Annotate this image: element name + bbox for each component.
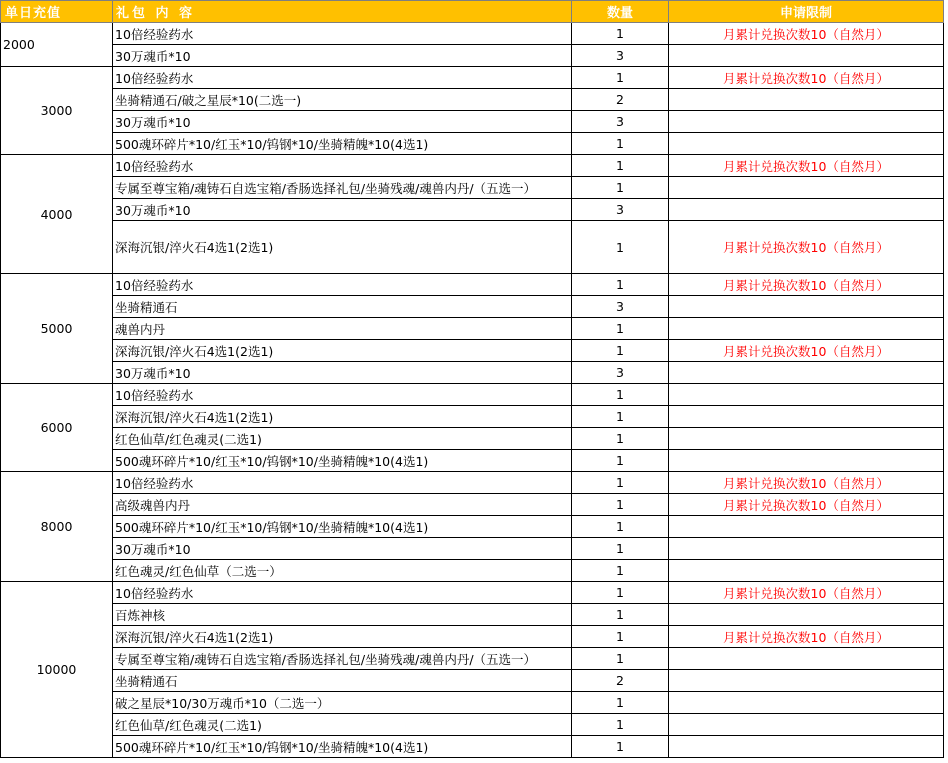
table-row xyxy=(1,133,944,155)
table-row xyxy=(1,692,944,714)
quantity-cell: 1 xyxy=(572,67,669,89)
apply-limit-cell: 月累计兑换次数10（自然月） xyxy=(669,582,944,604)
apply-limit-cell xyxy=(669,296,944,318)
table-row xyxy=(1,23,944,45)
quantity-cell: 3 xyxy=(572,45,669,67)
table-row xyxy=(1,626,944,648)
gift-item-cell: 500魂环碎片*10/红玉*10/钨钢*10/坐骑精魄*10(4选1) xyxy=(113,516,572,538)
gift-item-cell: 破之星辰*10/30万魂币*10（二选一） xyxy=(113,692,572,714)
quantity-cell: 1 xyxy=(572,384,669,406)
apply-limit-cell xyxy=(669,318,944,340)
apply-limit-cell: 月累计兑换次数10（自然月） xyxy=(669,221,944,274)
gift-item-cell: 坐骑精通石 xyxy=(113,296,572,318)
quantity-cell: 1 xyxy=(572,560,669,582)
apply-limit-cell xyxy=(669,714,944,736)
table-row xyxy=(1,111,944,133)
gift-item-cell: 坐骑精通石/破之星辰*10(二选一) xyxy=(113,89,572,111)
gift-item-cell: 500魂环碎片*10/红玉*10/钨钢*10/坐骑精魄*10(4选1) xyxy=(113,736,572,758)
quantity-cell: 1 xyxy=(572,406,669,428)
gift-item-cell: 红色魂灵/红色仙草（二选一） xyxy=(113,560,572,582)
table-row xyxy=(1,736,944,758)
table-row xyxy=(1,177,944,199)
table-row xyxy=(1,648,944,670)
quantity-cell: 1 xyxy=(572,340,669,362)
table-row xyxy=(1,221,944,274)
apply-limit-cell xyxy=(669,133,944,155)
quantity-cell: 3 xyxy=(572,111,669,133)
table-row xyxy=(1,714,944,736)
gift-item-cell: 10倍经验药水 xyxy=(113,155,572,177)
recharge-amount-cell: 10000 xyxy=(1,582,113,758)
table-row xyxy=(1,89,944,111)
table-body xyxy=(1,23,944,758)
gift-item-cell: 百炼神核 xyxy=(113,604,572,626)
quantity-cell: 3 xyxy=(572,199,669,221)
quantity-cell: 1 xyxy=(572,604,669,626)
quantity-cell: 1 xyxy=(572,472,669,494)
apply-limit-cell: 月累计兑换次数10（自然月） xyxy=(669,23,944,45)
gift-item-cell: 高级魂兽内丹 xyxy=(113,494,572,516)
header-daily-recharge: 单日充值 xyxy=(1,1,113,23)
apply-limit-cell xyxy=(669,111,944,133)
table-row xyxy=(1,296,944,318)
table-row xyxy=(1,67,944,89)
table-row xyxy=(1,45,944,67)
quantity-cell: 3 xyxy=(572,362,669,384)
quantity-cell: 1 xyxy=(572,23,669,45)
apply-limit-cell xyxy=(669,670,944,692)
gift-item-cell: 深海沉银/淬火石4选1(2选1) xyxy=(113,406,572,428)
apply-limit-cell xyxy=(669,560,944,582)
quantity-cell: 1 xyxy=(572,428,669,450)
recharge-amount-cell: 2000 xyxy=(1,23,113,67)
recharge-amount-cell: 3000 xyxy=(1,67,113,155)
table-row xyxy=(1,538,944,560)
table-row xyxy=(1,362,944,384)
quantity-cell: 1 xyxy=(572,318,669,340)
table-row xyxy=(1,560,944,582)
gift-item-cell: 10倍经验药水 xyxy=(113,582,572,604)
gift-item-cell: 30万魂币*10 xyxy=(113,45,572,67)
table-row xyxy=(1,318,944,340)
table-row xyxy=(1,199,944,221)
apply-limit-cell: 月累计兑换次数10（自然月） xyxy=(669,340,944,362)
gift-item-cell: 30万魂币*10 xyxy=(113,111,572,133)
apply-limit-cell xyxy=(669,648,944,670)
recharge-amount-cell: 4000 xyxy=(1,155,113,274)
quantity-cell: 2 xyxy=(572,670,669,692)
gift-item-cell: 专属至尊宝箱/魂铸石自选宝箱/香肠选择礼包/坐骑残魂/魂兽内丹/（五选一） xyxy=(113,177,572,199)
apply-limit-cell xyxy=(669,450,944,472)
cropped-adjacent-text xyxy=(943,0,948,763)
apply-limit-cell xyxy=(669,362,944,384)
gift-item-cell: 30万魂币*10 xyxy=(113,199,572,221)
apply-limit-cell: 月累计兑换次数10（自然月） xyxy=(669,67,944,89)
apply-limit-cell xyxy=(669,199,944,221)
apply-limit-cell xyxy=(669,604,944,626)
quantity-cell: 1 xyxy=(572,692,669,714)
gift-item-cell: 500魂环碎片*10/红玉*10/钨钢*10/坐骑精魄*10(4选1) xyxy=(113,450,572,472)
header-row xyxy=(1,1,944,23)
header-apply-limit: 申请限制 xyxy=(669,1,944,23)
recharge-amount-cell: 6000 xyxy=(1,384,113,472)
table-row xyxy=(1,155,944,177)
gift-item-cell: 30万魂币*10 xyxy=(113,538,572,560)
quantity-cell: 2 xyxy=(572,89,669,111)
quantity-cell: 1 xyxy=(572,714,669,736)
apply-limit-cell xyxy=(669,406,944,428)
apply-limit-cell xyxy=(669,736,944,758)
header-gift-contents: 礼包 内 容 xyxy=(113,1,572,23)
table-row xyxy=(1,406,944,428)
table-row xyxy=(1,428,944,450)
apply-limit-cell xyxy=(669,428,944,450)
table-row xyxy=(1,384,944,406)
table-row xyxy=(1,340,944,362)
apply-limit-cell xyxy=(669,177,944,199)
gift-item-cell: 红色仙草/红色魂灵(二选1) xyxy=(113,428,572,450)
header-quantity: 数量 xyxy=(572,1,669,23)
quantity-cell: 1 xyxy=(572,516,669,538)
table-row xyxy=(1,274,944,296)
table-row xyxy=(1,670,944,692)
gift-item-cell: 坐骑精通石 xyxy=(113,670,572,692)
table-row xyxy=(1,604,944,626)
gift-item-cell: 深海沉银/淬火石4选1(2选1) xyxy=(113,221,572,274)
gift-item-cell: 10倍经验药水 xyxy=(113,274,572,296)
quantity-cell: 1 xyxy=(572,538,669,560)
gift-item-cell: 深海沉银/淬火石4选1(2选1) xyxy=(113,340,572,362)
quantity-cell: 1 xyxy=(572,177,669,199)
gift-item-cell: 专属至尊宝箱/魂铸石自选宝箱/香肠选择礼包/坐骑残魂/魂兽内丹/（五选一） xyxy=(113,648,572,670)
apply-limit-cell: 月累计兑换次数10（自然月） xyxy=(669,155,944,177)
apply-limit-cell xyxy=(669,89,944,111)
table-row xyxy=(1,494,944,516)
quantity-cell: 1 xyxy=(572,626,669,648)
quantity-cell: 1 xyxy=(572,155,669,177)
gift-item-cell: 10倍经验药水 xyxy=(113,67,572,89)
apply-limit-cell xyxy=(669,516,944,538)
quantity-cell: 3 xyxy=(572,296,669,318)
gift-item-cell: 10倍经验药水 xyxy=(113,23,572,45)
apply-limit-cell xyxy=(669,45,944,67)
gift-item-cell: 10倍经验药水 xyxy=(113,384,572,406)
apply-limit-cell: 月累计兑换次数10（自然月） xyxy=(669,274,944,296)
table-row xyxy=(1,450,944,472)
apply-limit-cell: 月累计兑换次数10（自然月） xyxy=(669,626,944,648)
quantity-cell: 1 xyxy=(572,274,669,296)
gift-item-cell: 500魂环碎片*10/红玉*10/钨钢*10/坐骑精魄*10(4选1) xyxy=(113,133,572,155)
quantity-cell: 1 xyxy=(572,648,669,670)
gift-item-cell: 深海沉银/淬火石4选1(2选1) xyxy=(113,626,572,648)
quantity-cell: 1 xyxy=(572,736,669,758)
gift-item-cell: 红色仙草/红色魂灵(二选1) xyxy=(113,714,572,736)
apply-limit-cell: 月累计兑换次数10（自然月） xyxy=(669,494,944,516)
quantity-cell: 1 xyxy=(572,494,669,516)
apply-limit-cell xyxy=(669,384,944,406)
apply-limit-cell xyxy=(669,538,944,560)
apply-limit-cell xyxy=(669,692,944,714)
recharge-amount-cell: 8000 xyxy=(1,472,113,582)
table-row xyxy=(1,516,944,538)
gift-item-cell: 魂兽内丹 xyxy=(113,318,572,340)
quantity-cell: 1 xyxy=(572,450,669,472)
recharge-amount-cell: 5000 xyxy=(1,274,113,384)
table-row xyxy=(1,472,944,494)
gift-item-cell: 10倍经验药水 xyxy=(113,472,572,494)
quantity-cell: 1 xyxy=(572,133,669,155)
gift-item-cell: 30万魂币*10 xyxy=(113,362,572,384)
quantity-cell: 1 xyxy=(572,221,669,274)
table-row xyxy=(1,582,944,604)
quantity-cell: 1 xyxy=(572,582,669,604)
apply-limit-cell: 月累计兑换次数10（自然月） xyxy=(669,472,944,494)
